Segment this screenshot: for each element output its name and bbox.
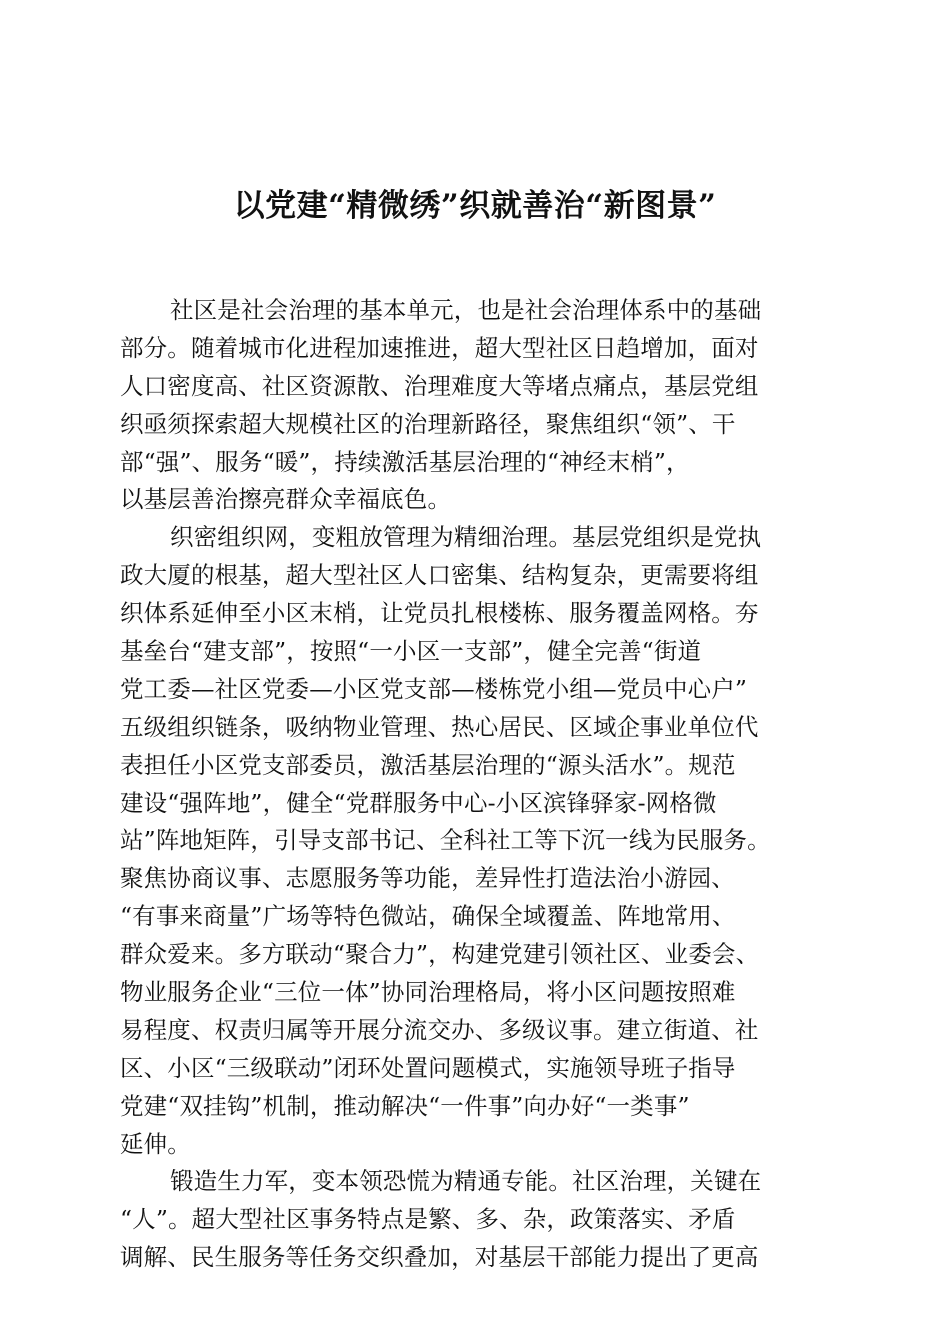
document-title: 以党建“精微绣”织就善治“新图景” [233, 188, 717, 224]
text-line: 物业服务企业“三位一体”协同治理格局，将小区问题按照难 [120, 978, 736, 1007]
text-line: 部分。随着城市化进程加速推进，超大型社区日趋增加，面对 [120, 333, 759, 362]
text-line: 党工委—社区党委—小区党支部—楼栋党小组—党员中心户” [120, 674, 748, 703]
text-line: 五级组织链条，吸纳物业管理、热心居民、区域企事业单位代 [120, 712, 759, 741]
text-line: 党建“双挂钩”机制，推动解决“一件事”向办好“一类事” [120, 1091, 690, 1120]
document-body [120, 292, 835, 1277]
text-line: 锻造生力军，变本领恐慌为精通专能。社区治理，关键在 [170, 1167, 762, 1196]
text-line: 易程度、权责归属等开展分流交办、多级议事。建立街道、社 [120, 1015, 759, 1044]
paragraph-3 [120, 1163, 835, 1277]
text-line: 织密组织网，变粗放管理为精细治理。基层党组织是党执 [170, 523, 762, 552]
text-line: “有事来商量”广场等特色微站，确保全域覆盖、阵地常用、 [120, 902, 736, 931]
text-line: 政大厦的根基，超大型社区人口密集、结构复杂，更需要将组 [120, 561, 759, 590]
text-line: “人”。超大型社区事务特点是繁、多、杂，政策落实、矛盾 [120, 1205, 736, 1234]
text-line: 建设“强阵地”，健全“党群服务中心-小区滨锋驿家-网格微 [120, 788, 717, 817]
text-line: 基垒台“建支部”，按照“一小区一支部”，健全完善“街道 [120, 637, 702, 666]
text-line: 以基层善治擦亮群众幸福底色。 [120, 485, 452, 514]
text-line: 延伸。 [120, 1129, 191, 1158]
text-line: 织体系延伸至小区末梢，让党员扎根楼栋、服务覆盖网格。夯 [120, 599, 759, 628]
text-line: 聚焦协商议事、志愿服务等功能，差异性打造法治小游园、 [120, 864, 735, 893]
text-line: 区、小区“三级联动”闭环处置问题模式，实施领导班子指导 [120, 1053, 736, 1082]
text-line: 社区是社会治理的基本单元，也是社会治理体系中的基础 [170, 296, 762, 324]
paragraph-2 [120, 519, 835, 1163]
paragraph-1 [120, 292, 835, 519]
text-line: 表担任小区党支部委员，激活基层治理的“源头活水”。规范 [120, 750, 736, 779]
text-line: 人口密度高、社区资源散、治理难度大等堵点痛点，基层党组 [120, 371, 759, 400]
text-line: 调解、民生服务等任务交织叠加，对基层干部能力提出了更高 [120, 1243, 759, 1272]
text-line: 站”阵地矩阵，引导支部书记、全科社工等下沉一线为民服务。 [120, 826, 771, 855]
text-line: 织亟须探索超大规模社区的治理新路径，聚焦组织“领”、干 [120, 409, 736, 438]
text-line: 部“强”、服务“暖”，持续激活基层治理的“神经末梢”， [120, 447, 690, 476]
text-line: 群众爱来。多方联动“聚合力”，构建党建引领社区、业委会、 [120, 940, 760, 969]
